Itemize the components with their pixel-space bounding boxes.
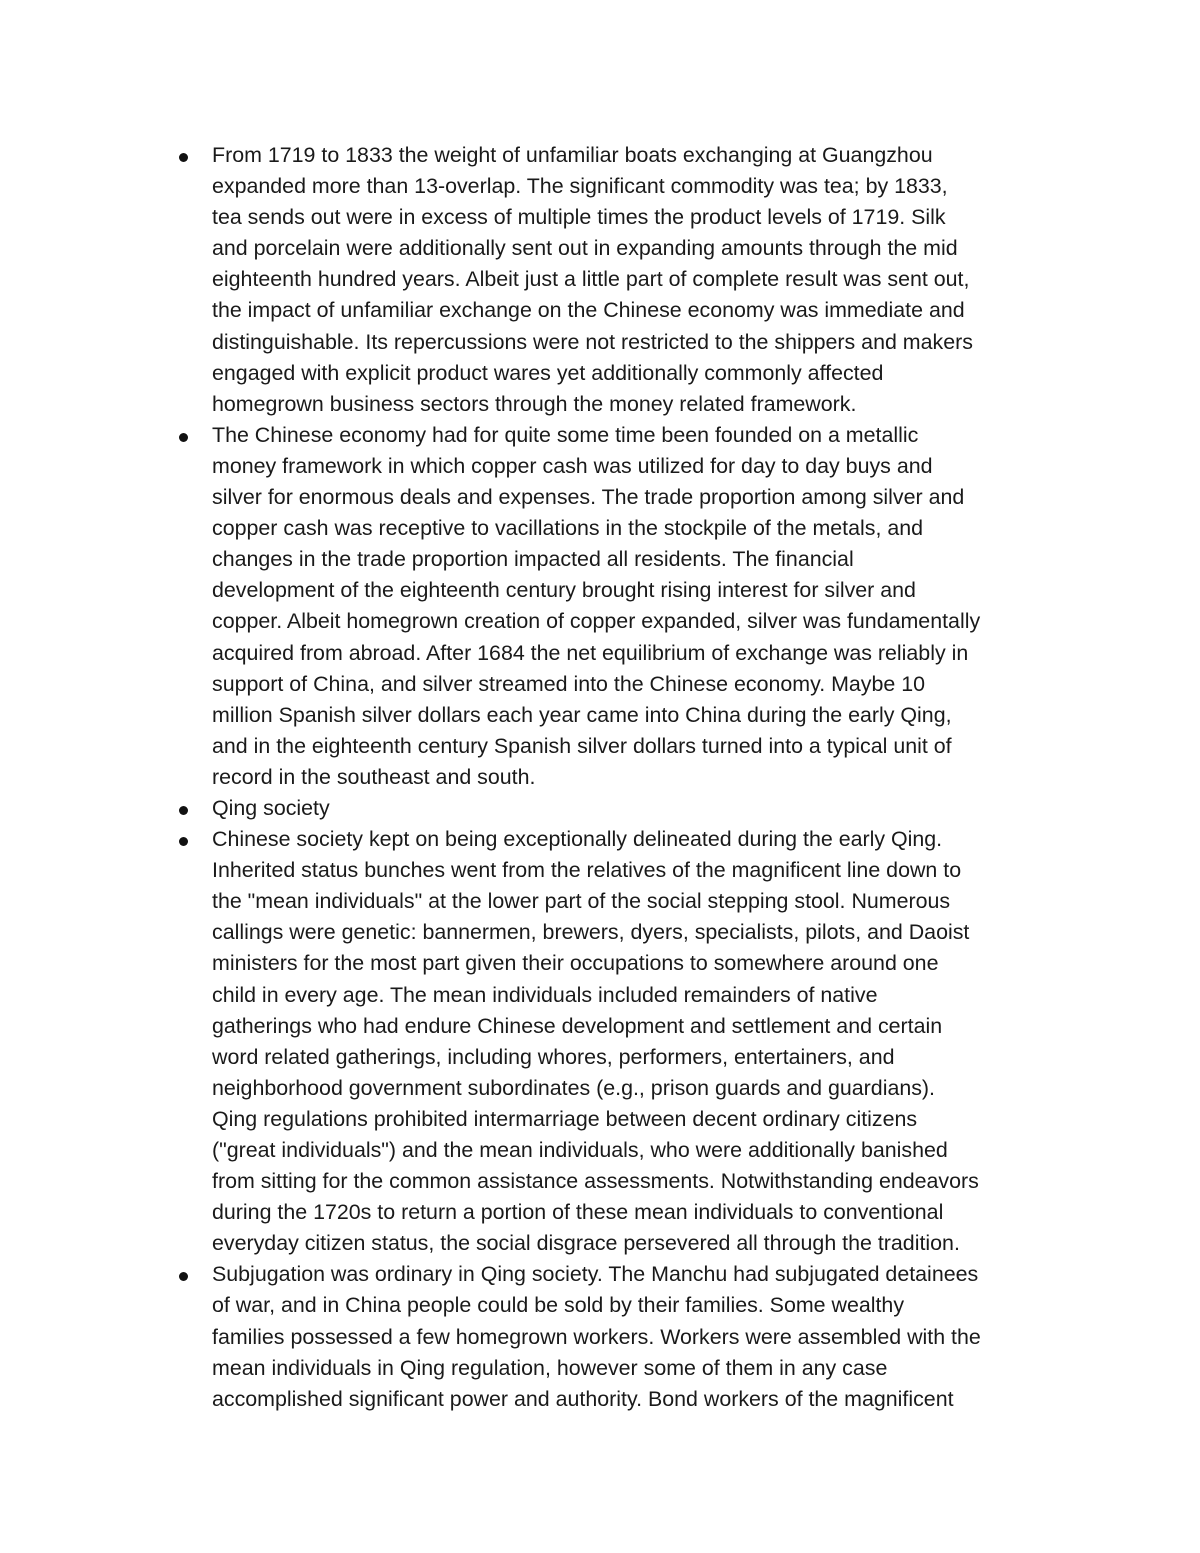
list-item [176, 793, 1066, 824]
bullet-icon [179, 433, 188, 442]
list-item [176, 420, 1066, 793]
bullet-icon [179, 837, 188, 846]
list-item-text: The Chinese economy had for quite some time been founded on a metallic money framework in which copper cash was utilized for day to day buys and silver for enormous deals and expenses. The trade proportion among silver and copper cash was receptive to vacillations in the stockpile of the metals, and changes in the trade proportion impacted all residents. The financial development of the eighteenth century brought rising interest for silver and copper. Albeit homegrown creation of copper expanded, silver was fundamentally acquired from abroad. After 1684 the net equilibrium of exchange was reliably in support of China, and silver streamed into the Chinese economy. Maybe 10 million Spanish silver dollars each year came into China during the early Qing, and in the eighteenth century Spanish silver dollars turned into a typical unit of record in the southeast and south. [212, 422, 981, 789]
bullet-icon [179, 806, 188, 815]
list-item [176, 140, 1066, 420]
bullet-list [176, 140, 1066, 1415]
list-item-text: From 1719 to 1833 the weight of unfamiliar boats exchanging at Guangzhou expanded more than 13-overlap. The significant commodity was tea; by 1833, tea sends out were in excess of multiple times the product levels of 1719. Silk and porcelain were additionally sent out in expanding amounts through the mid eighteenth hundred years. Albeit just a little part of complete result was sent out, the impact of unfamiliar exchange on the Chinese economy was immediate and distinguishable. Its repercussions were not restricted to the shippers and makers engaged with explicit product wares yet additionally commonly affected homegrown business sectors through the money related framework. [212, 143, 973, 416]
bullet-icon [179, 153, 188, 162]
list-item-text: Chinese society kept on being exceptionally delineated during the early Qing. Inherited status bunches went from the relatives of the magnificent line down to the "mean individuals" at the lower part of the social stepping stool. Numerous callings were genetic: bannermen, brewers, dyers, specialists, pilots, and Daoist ministers for the most part given their occupations to somewhere around one child in every age. The mean individuals included remainders of native gatherings who had endure Chinese development and settlement and certain word related gatherings, including whores, performers, entertainers, and neighborhood government subordinates (e.g., prison guards and guardians). Qing regulations prohibited intermarriage between decent ordinary citizens ("great individuals") and the mean individuals, who were additionally banished from sitting for the common assistance assessments. Notwithstanding endeavors during the 1720s to return a portion of these mean individuals to conventional everyday citizen status, the social disgrace persevered all through the tradition. [212, 827, 979, 1256]
list-item [176, 1259, 1066, 1414]
list-item-text: Subjugation was ordinary in Qing society. The Manchu had subjugated detainees of war, and in China people could be sold by their families. Some wealthy families possessed a few homegrown workers. Workers were assembled with the mean individuals in Qing regulation, however some of them in any case accomplished significant power and authority. Bond workers of the magnificent [212, 1262, 981, 1411]
list-item-text: Qing society [212, 795, 330, 820]
bullet-icon [179, 1272, 188, 1281]
list-item [176, 824, 1066, 1259]
